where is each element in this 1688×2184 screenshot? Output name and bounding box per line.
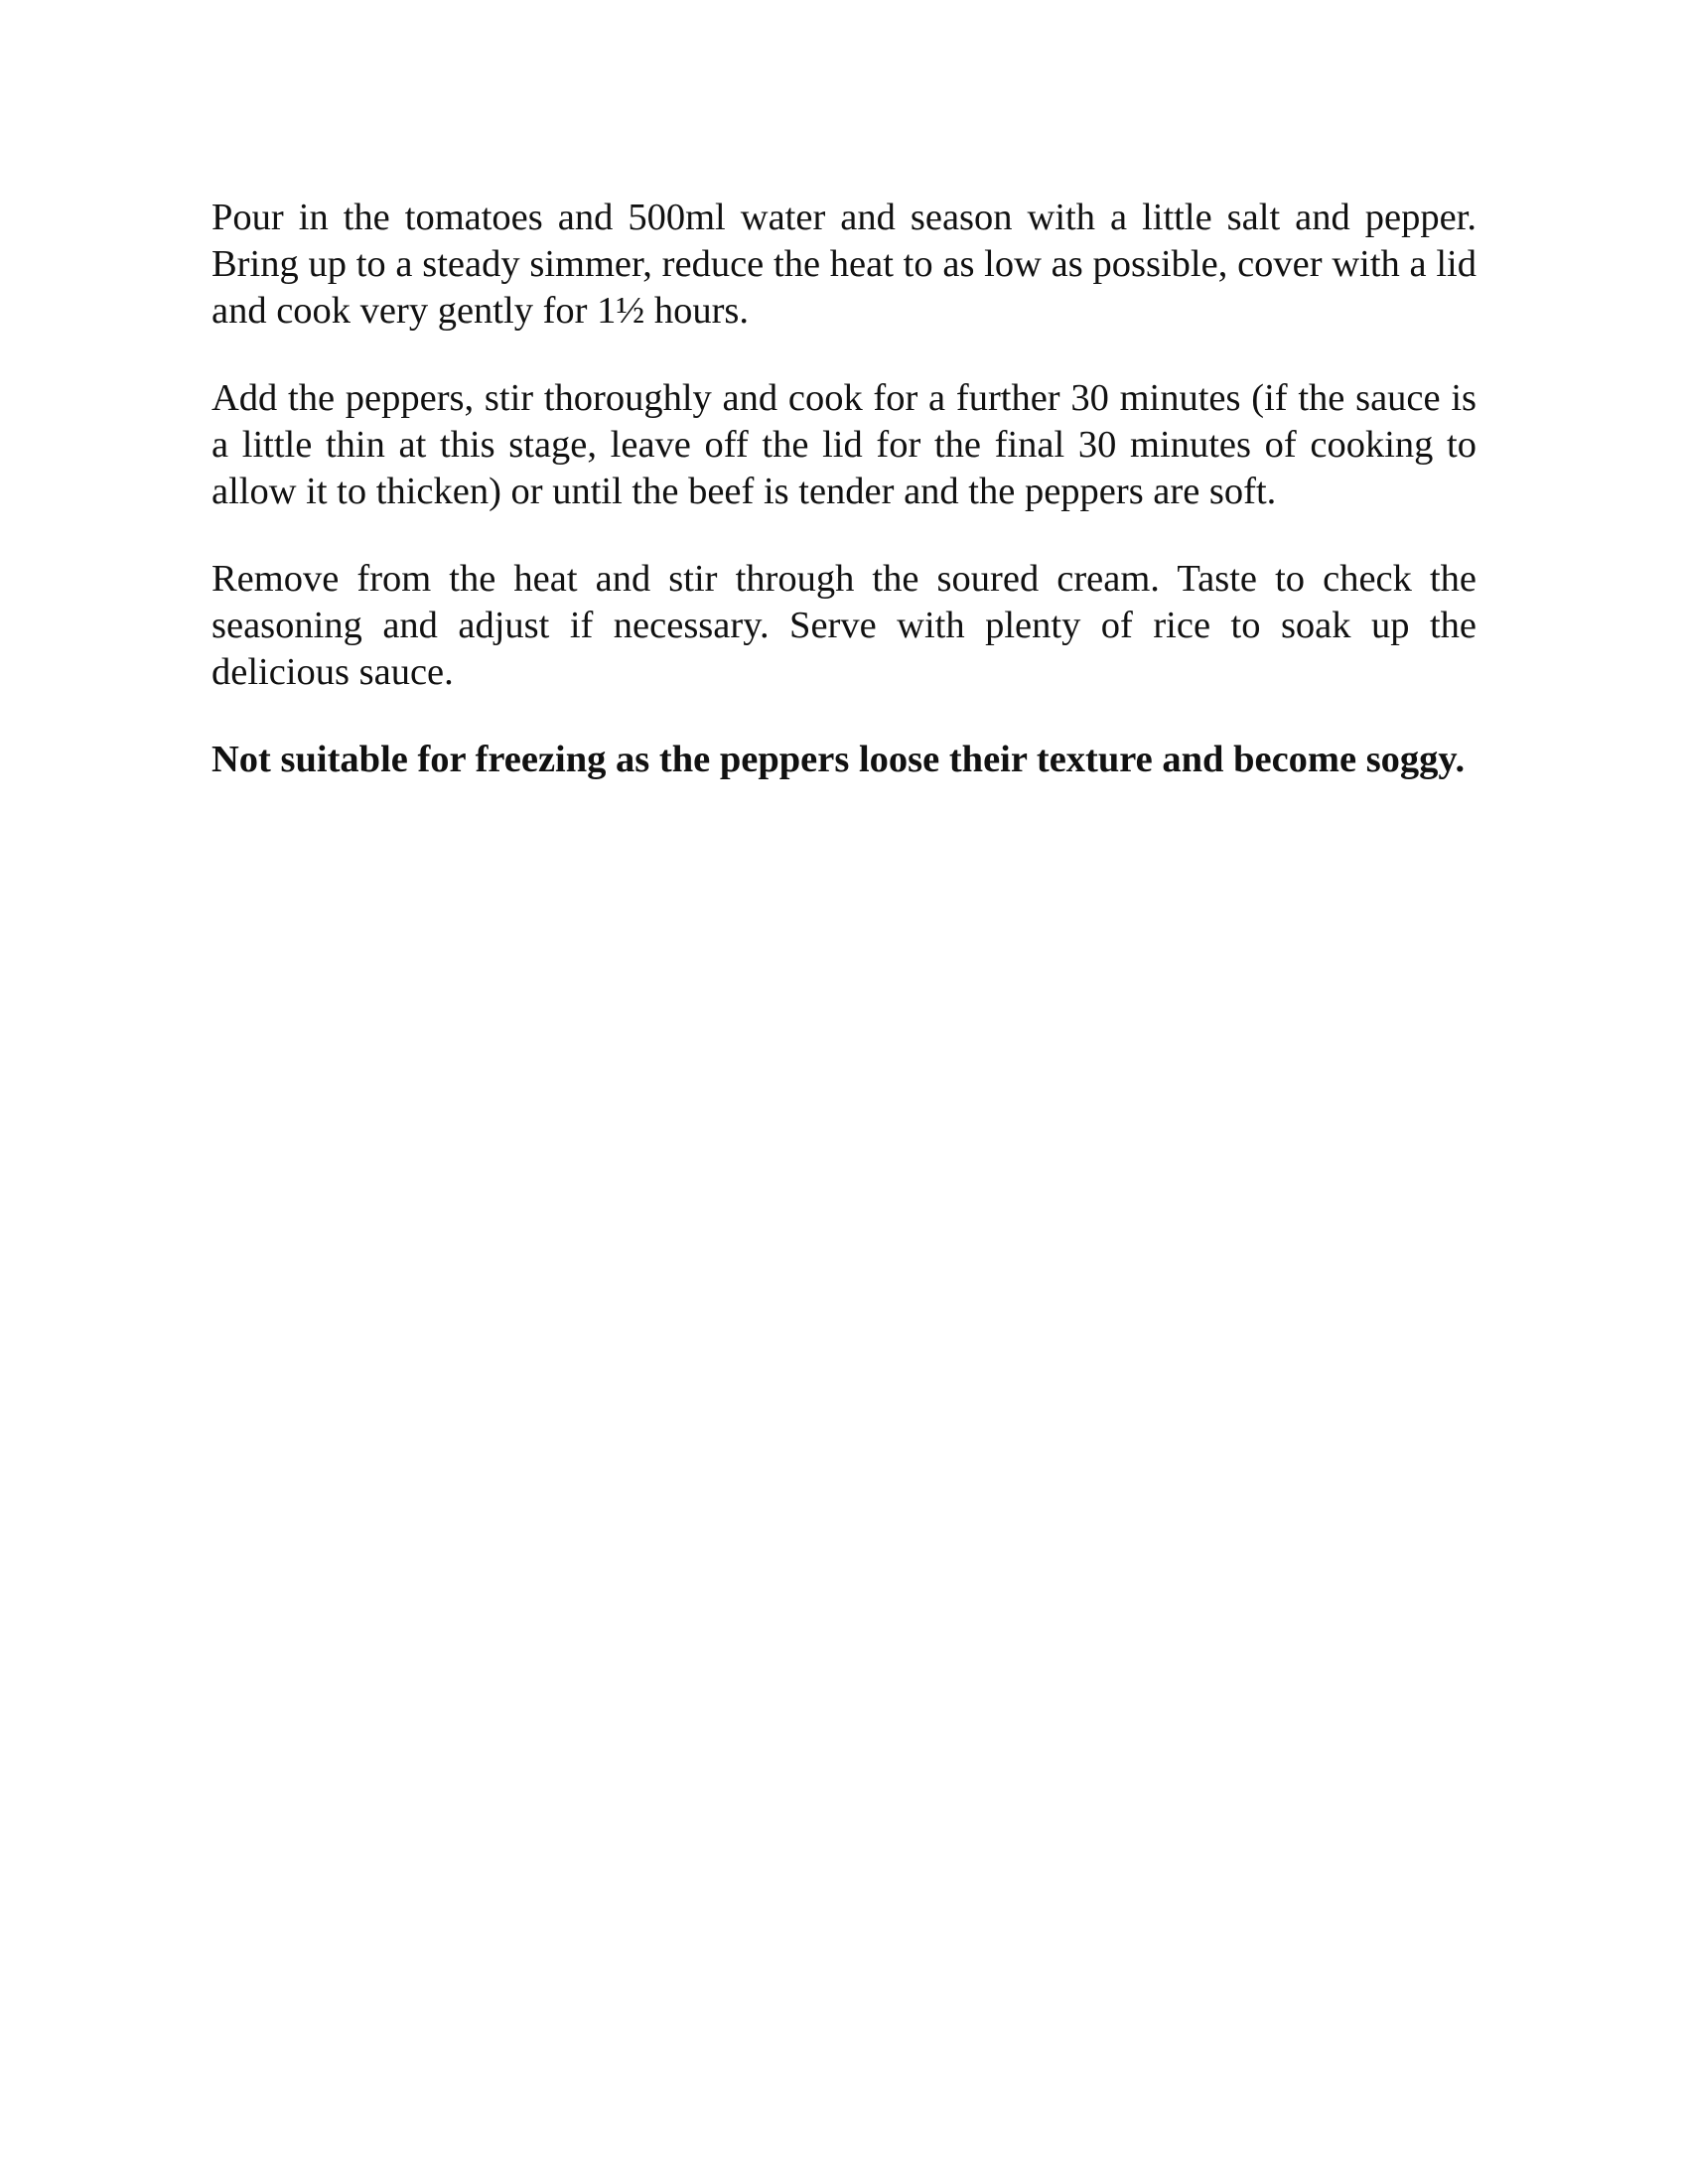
- document-body: [211, 195, 1477, 824]
- paragraph-add-peppers: Add the peppers, stir thoroughly and cook for a further 30 minutes (if the sauce is a little thin at this stage, leave off the lid for the final 30 minutes of cooking to allow it to thicken) or until the beef is tender and the peppers are soft.: [211, 377, 1477, 512]
- freezing-note: Not suitable for freezing as the peppers loose their texture and become soggy.: [211, 739, 1466, 780]
- paragraph-simmer-instructions: Pour in the tomatoes and 500ml water and season with a little salt and pepper. Bring up to a steady simmer, reduce the heat to as low as possible, cover with a lid and cook very gently for 1½ hours.: [211, 197, 1477, 332]
- paragraph-finish-serve: Remove from the heat and stir through the soured cream. Taste to check the seasoning and adjust if necessary. Serve with plenty of rice to soak up the delicious sauce.: [211, 558, 1477, 693]
